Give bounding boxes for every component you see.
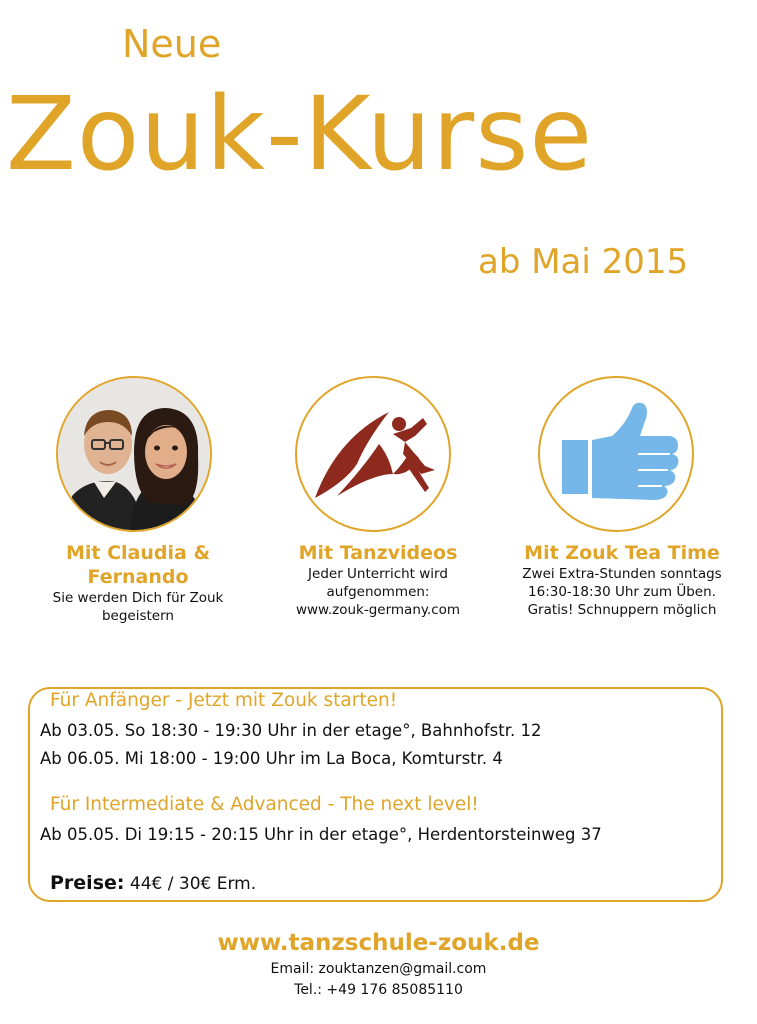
headline-title: Zouk-Kurse [6, 75, 594, 194]
prices-value: 44€ / 30€ Erm. [129, 874, 257, 894]
feature-teatime-text-3: Gratis! Schnuppern möglich [527, 602, 717, 618]
feature-videos [262, 541, 494, 619]
beginners-line-1: Ab 03.05. So 18:30 - 19:30 Uhr in der etage°, Bahnhofstr. 12 [40, 721, 542, 740]
feature-trainers-heading: Mit Claudia & Fernando [65, 542, 211, 588]
phone-contact[interactable]: Tel.: +49 176 85085110 [294, 982, 463, 998]
prices [50, 872, 256, 894]
couple-photo-icon [56, 376, 212, 532]
headline-date: ab Mai 2015 [478, 242, 689, 282]
feature-videos-link[interactable]: www.zouk-germany.com [295, 602, 461, 618]
dancers-logo-icon [295, 376, 451, 532]
feature-videos-text-2: aufgenommen: [326, 584, 430, 600]
feature-trainers [20, 541, 256, 625]
thumbs-up-icon [538, 376, 694, 532]
feature-teatime-text-1: Zwei Extra-Stunden sonntags [522, 566, 722, 582]
feature-videos-text-1: Jeder Unterricht wird [308, 566, 448, 582]
headline-neue: Neue [122, 22, 222, 66]
feature-teatime-heading: Mit Zouk Tea Time [524, 542, 720, 564]
advanced-line-1: Ab 05.05. Di 19:15 - 20:15 Uhr in der etage°, Herdentorsteinweg 37 [40, 825, 602, 844]
feature-teatime-text-2: 16:30-18:30 Uhr zum Üben. [528, 584, 716, 600]
feature-teatime [504, 541, 740, 619]
feature-trainers-text: Sie werden Dich für Zouk begeistern [52, 590, 224, 624]
prices-label: Preise: [50, 872, 125, 894]
email-contact[interactable]: Email: zouktanzen@gmail.com [270, 961, 487, 977]
website-link[interactable]: www.tanzschule-zouk.de [217, 930, 540, 956]
feature-videos-heading: Mit Tanzvideos [298, 542, 458, 564]
beginners-line-2: Ab 06.05. Mi 18:00 - 19:00 Uhr im La Boca, Komturstr. 4 [40, 749, 503, 768]
beginners-heading: Für Anfänger - Jetzt mit Zouk starten! [50, 690, 398, 711]
advanced-heading: Für Intermediate & Advanced - The next level! [50, 794, 479, 815]
